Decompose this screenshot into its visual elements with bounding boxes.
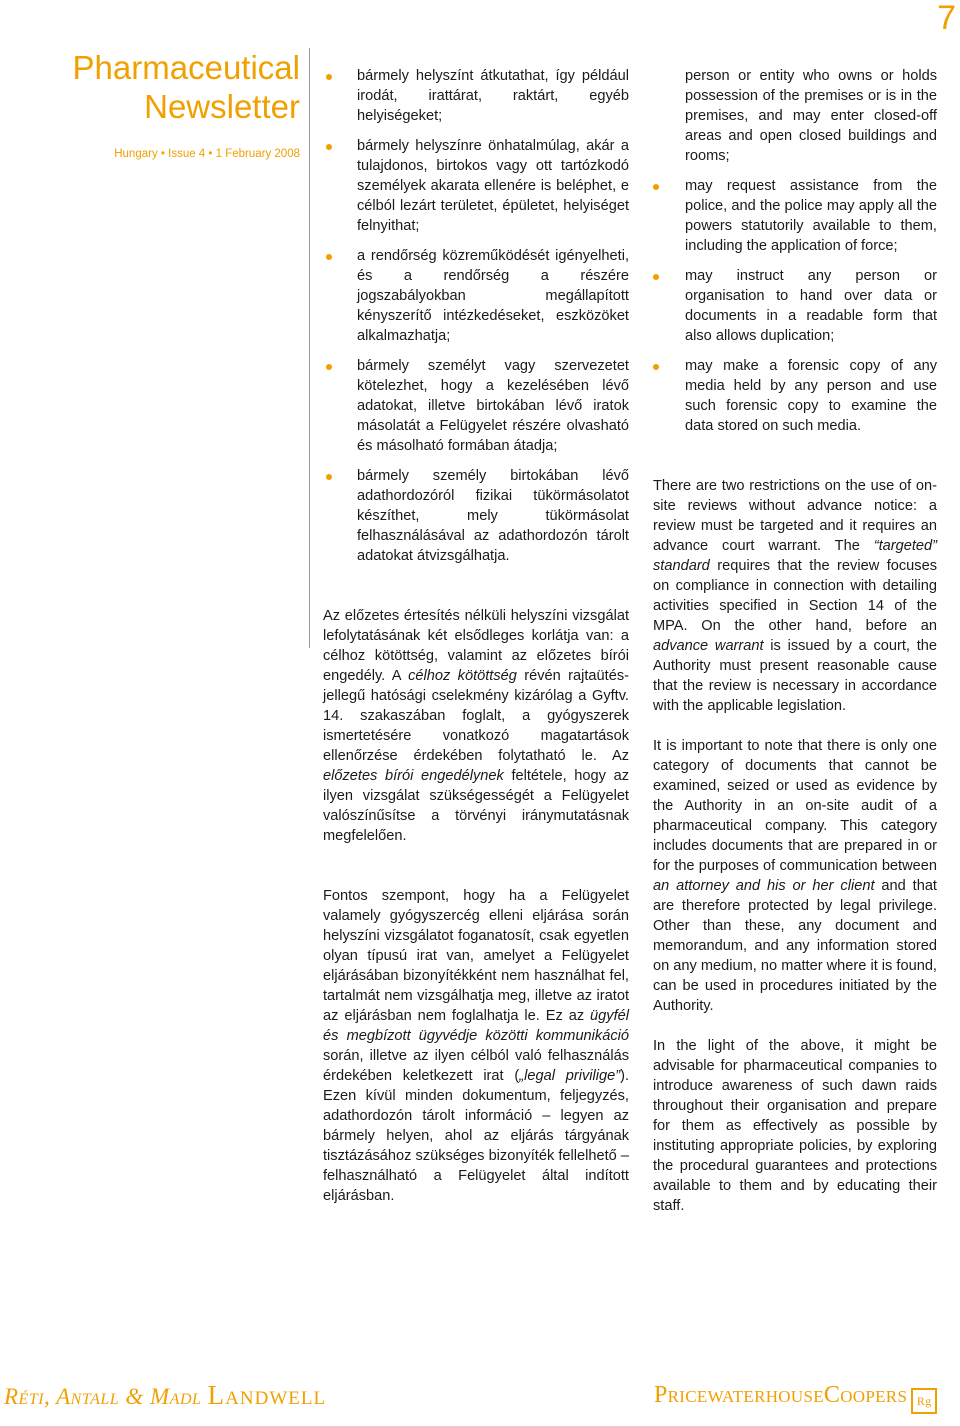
list-item-text: bármely helyszínre önhatalmúlag, akár a tulajdonos, birtokos vagy ott tartózkodó személyek akarata ellenére is beléphet, e célból lezárt területet, épületet, helyiséget felnyithat; — [357, 138, 629, 234]
english-bullet-list — [653, 66, 937, 436]
masthead — [0, 48, 300, 160]
list-item — [323, 356, 629, 456]
bullet-icon — [326, 74, 332, 80]
list-item-text: bármely személy birtokában lévő adathordozóról fizikai tükörmásolatot készíthet, mely tükörmásolat felhasználásával az adathordozón tárolt adatokat átvizsgálhatja. — [357, 468, 629, 564]
bullet-icon — [653, 274, 659, 280]
pwc-name: PricewaterhouseCoopers — [654, 1382, 908, 1408]
list-item-text: may instruct any person or organisation to hand over data or documents in a readable form that also allows duplication; — [685, 268, 937, 344]
list-item — [323, 466, 629, 566]
list-item-text: bármely személyt vagy szervezetet kötelezhet, hogy a kezelésében lévő adatokat, illetve birtokában lévő iratok másolatát a Felügyelet részére olvasható és másolható formában átadja; — [357, 358, 629, 454]
reti-antall-madl-landwell-logo — [4, 1380, 326, 1411]
hungarian-paragraph-restrictions: Az előzetes értesítés nélküli helyszíni vizsgálat lefolytatásának két elsődleges korlátja van: a célhoz kötöttség, valamint az előzetes bírói engedély. A célhoz kötöttség révén rajtaütés-jellegű hatósági cselekmény kizárólag a Gyftv. 14. szakaszában foglalt, a gyógyszerek ismertetésére vonatkozó magatartások ellenőrzése érdekében folytatható le. Az előzetes bírói engedélynek feltétele, hogy az ilyen vizsgálat szükségességét a Felügyelet valószínűsítse a törvényi iránymutatásnak megfelelően. — [323, 608, 629, 844]
column-divider — [309, 48, 310, 648]
bullet-icon — [653, 364, 659, 370]
list-item-text: bármely helyszínt átkutathat, így például irodát, irattárat, raktárt, egyéb helyiségeket; — [357, 68, 629, 124]
bullet-icon — [326, 254, 332, 260]
law-firm-name: Réti, Antall & Madl — [4, 1384, 202, 1409]
page-number: 7 — [937, 0, 956, 37]
list-item-text: person or entity who owns or holds possession of the premises or is in the premises, and may enter closed-off areas and open closed buildings and rooms; — [685, 68, 937, 164]
list-item — [323, 246, 629, 346]
list-item — [653, 66, 937, 166]
list-item — [323, 66, 629, 126]
english-column — [653, 66, 937, 1236]
list-item — [653, 266, 937, 346]
list-item-text: may make a forensic copy of any media held by any person and use such forensic copy to examine the data stored on such media. — [685, 358, 937, 434]
list-item — [653, 356, 937, 436]
list-item-text: may request assistance from the police, and the police may apply all the powers statutorily available to them, including the application of force; — [685, 178, 937, 254]
bullet-icon — [653, 184, 659, 190]
hungarian-paragraph-privilege: Fontos szempont, hogy ha a Felügyelet valamely gyógyszercég elleni eljárása során helyszíni vizsgálatot foganatosít, csak egyetlen olyan típusú irat van, amelyet a Felügyelet eljárásában bizonyítékként nem használhat fel, tartalmát nem vizsgálhatja meg, illetve az iratot az eljárásban nem foglalhatja le. Ez az ügyfél és megbízott ügyvédje közötti kommunikáció során, illetve az ilyen célból való felhasználás érdekében keletkezett irat („legal privilige”). Ezen kívül minden dokumentum, feljegyzés, adathordozón tárolt információ – legyen az bármely helyen, ahol az eljárás tárgyának tisztázásához szükséges bizonyíték fellelhető – felhasználható a Felügyelet által indított eljárásban. — [323, 888, 629, 1204]
hungarian-column — [323, 66, 629, 1226]
bullet-icon — [326, 144, 332, 150]
issue-line: Hungary • Issue 4 • 1 February 2008 — [114, 148, 300, 160]
english-paragraph-privilege: It is important to note that there is only one category of documents that cannot be examined, seized or used as evidence by the Authority in an on-site audit of a pharmaceutical company. This category includes documents that are prepared in or for the purposes of communication between an attorney and his or her client and that are therefore protected by legal privilege. Other than these, any document and memorandum, and any information stored on any medium, no matter where it is found, can be used in procedures initiated by the Authority. — [653, 738, 937, 1014]
newsletter-title — [0, 48, 300, 126]
english-paragraph-restrictions: There are two restrictions on the use of on-site reviews without advance notice: a review must be targeted and it requires an advance court warrant. The “targeted” standard requires that the review focuses on compliance in connection with detailing activities specified in Section 14 of the MPA. On the other hand, before an advance warrant is issued by a court, the Authority must present reasonable cause that the review is necessary in accordance with the applicable legislation. — [653, 478, 937, 714]
english-paragraph-advice: In the light of the above, it might be advisable for pharmaceutical companies to introduce awareness of such dawn raids throughout their organisation and prepare for them as effectively as possible by instituting appropriate policies, by exploring the procedural guarantees and protections available to them and by educating their staff. — [653, 1038, 937, 1214]
pwc-mark-icon: Rg — [911, 1388, 937, 1414]
pricewaterhousecoopers-logo — [654, 1382, 937, 1414]
list-item — [323, 136, 629, 236]
newsletter-title-line1: Pharmaceutical — [72, 49, 300, 86]
bullet-icon — [326, 474, 332, 480]
newsletter-title-line2: Newsletter — [144, 88, 300, 125]
hungarian-bullet-list — [323, 66, 629, 566]
landwell-name: Landwell — [207, 1380, 327, 1410]
list-item-text: a rendőrség közreműködését igényelheti, és a rendőrség a részére jogszabályokban megállapított kényszerítő intézkedéseket, eszközöket alkalmazhatja; — [357, 248, 629, 344]
list-item — [653, 176, 937, 256]
bullet-icon — [326, 364, 332, 370]
